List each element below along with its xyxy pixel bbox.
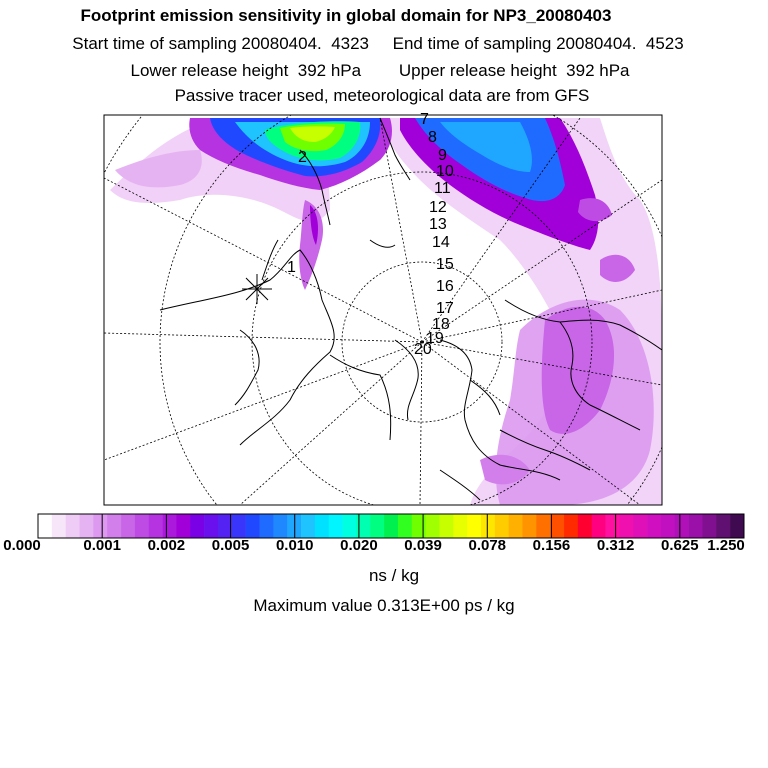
colorbar-swatch [135,514,149,538]
colorbar-tick-label: 0.078 [468,537,507,554]
traj-label-17: 17 [436,300,454,317]
max-value-label: Maximum value 0.313E+00 ps / kg [253,596,515,615]
traj-label-1: 1 [287,259,296,276]
colorbar-swatch [163,514,177,538]
traj-label-7: 7 [420,111,429,128]
colorbar-tick-label: 0.625 [661,537,699,554]
colorbar-swatch [301,514,315,538]
traj-label-9: 9 [438,147,447,164]
traj-label-10: 10 [436,163,454,180]
colorbar-swatch [176,514,190,538]
map-title: Footprint emission sensitivity in global domain for NP3_20080403 [80,6,612,25]
traj-label-20: 20 [414,341,432,358]
colorbar-swatch [453,514,467,538]
colorbar-swatch [93,514,107,538]
colorbar-swatch [66,514,80,538]
colorbar-swatch [384,514,398,538]
colorbar-swatch [204,514,218,538]
colorbar-tick-label: 0.020 [340,537,378,554]
colorbar-swatch [523,514,537,538]
colorbar-swatch [273,514,287,538]
traj-label-14: 14 [432,234,450,251]
colorbar-swatch [439,514,453,538]
colorbar-swatch [80,514,94,538]
colorbar-swatch [606,514,620,538]
colorbar-swatch [716,514,730,538]
colorbar-swatch [481,514,495,538]
colorbar-swatch [467,514,481,538]
colorbar-tick-label: 0.039 [404,537,442,554]
colorbar-swatch [315,514,329,538]
colorbar-swatch [536,514,550,538]
traj-label-16: 16 [436,278,454,295]
colorbar-swatch [398,514,412,538]
colorbar-tick-label: 0.000 [3,537,41,554]
sampling-time-line: Start time of sampling 20080404. 4323 End time of sampling 20080404. 4523 [72,34,684,53]
colorbar-swatch [730,514,744,538]
colorbar-tick-label: 0.002 [147,537,186,554]
colorbar-swatch [218,514,232,538]
colorbar-swatch [412,514,426,538]
colorbar-swatch [121,514,135,538]
colorbar-swatch [107,514,121,538]
colorbar-swatch [246,514,260,538]
traj-label-12: 12 [429,199,447,216]
release-point-cross [242,274,272,304]
colorbar-swatch [343,514,357,538]
colorbar-swatch [190,514,204,538]
traj-label-2: 2 [298,149,307,166]
colorbar-swatch [689,514,703,538]
colorbar-swatch [661,514,675,538]
colorbar-unit: ns / kg [368,566,420,585]
colorbar-tick-label: 0.001 [83,537,121,554]
traj-label-15: 15 [436,256,454,273]
colorbar [38,514,744,538]
colorbar-swatch [633,514,647,538]
colorbar-swatch [232,514,246,538]
colorbar-swatch [149,514,163,538]
colorbar-swatch [578,514,592,538]
colorbar-swatch [370,514,384,538]
colorbar-swatch [550,514,564,538]
colorbar-swatch [426,514,440,538]
traj-label-19: 19 [426,330,444,347]
colorbar-swatch [329,514,343,538]
colorbar-tick-label: 0.005 [211,537,250,554]
colorbar-swatch [592,514,606,538]
colorbar-tick-label: 1.250 [707,537,745,554]
colorbar-swatch [619,514,633,538]
colorbar-tick-label: 0.312 [596,537,635,554]
colorbar-swatch [259,514,273,538]
tracer-info-line: Passive tracer used, meteorological data are from GFS [174,86,590,105]
traj-label-18: 18 [432,316,450,333]
colorbar-swatch [702,514,716,538]
release-height-line: Lower release height 392 hPa Upper release height 392 hPa [130,61,630,80]
colorbar-swatch [495,514,509,538]
traj-label-13: 13 [429,216,447,233]
colorbar-swatch [675,514,689,538]
colorbar-tick-label: 0.010 [275,537,314,554]
colorbar-swatch [564,514,578,538]
traj-label-8: 8 [428,129,437,146]
colorbar-swatch [647,514,661,538]
traj-label-11: 11 [434,180,451,197]
colorbar-tick-label: 0.156 [532,537,571,554]
colorbar-swatch [52,514,66,538]
colorbar-swatch [509,514,523,538]
colorbar-swatch [38,514,52,538]
